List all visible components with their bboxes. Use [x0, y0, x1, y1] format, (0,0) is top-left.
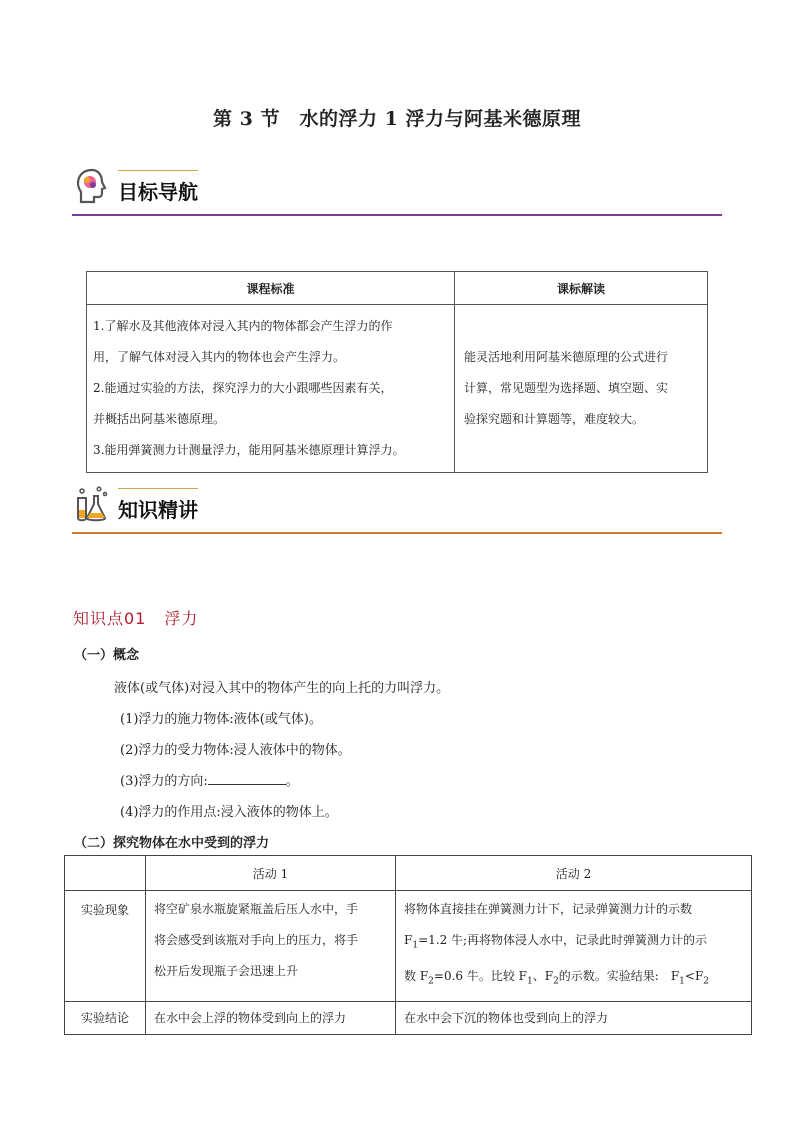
concept-item: (2)浮力的受力物体:浸人液体中的物体。: [120, 743, 351, 758]
concept-item: (1)浮力的施力物体:液体(或气体)。: [120, 712, 322, 727]
standard-line: 2.能通过实验的方法，探究浮力的大小跟哪些因素有关，: [93, 381, 393, 395]
header-accent-line: [118, 170, 198, 171]
table-cell: [146, 891, 396, 1002]
cell-line: $F_1=1.2$ 牛;再将物体浸人水中，记录此时弹簧测力计的示: [404, 933, 708, 951]
standards-cell: [87, 305, 455, 473]
knowledge-point-number: 知识点01: [73, 609, 147, 628]
cell-line: 数 $F_2=0.6$ 牛。比较 $F_1$、$F_2$的示数。实验结果: $F_1<F_2$: [404, 969, 710, 987]
table-header: 活动 1: [146, 856, 396, 891]
concept-item: [120, 770, 299, 789]
cell-line: 将空矿泉水瓶旋紧瓶盖后压人水中，手: [154, 902, 359, 916]
fill-in-blank[interactable]: [208, 772, 286, 785]
concept-definition: 液体(或气体)对浸入其中的物体产生的向上托的力叫浮力。: [114, 681, 450, 696]
cell-line: 将物体直接挂在弹簧测力计下，记录弹簧测力计的示数: [404, 902, 693, 916]
standard-line: 并概括出阿基米德原理。: [93, 412, 226, 426]
page-title: 第 3 节 水的浮力 1 浮力与阿基米德原理: [213, 108, 581, 130]
interpretation-line: 验探究题和计算题等，难度较大。: [464, 412, 645, 426]
table-corner: [65, 856, 146, 891]
blank-suffix: 。: [285, 774, 299, 789]
concept-item: (4)浮力的作用点:浸入液体的物体上。: [120, 805, 338, 820]
table-header: 课标解读: [455, 272, 708, 305]
interpretation-cell: [455, 305, 708, 473]
standard-line: 1.了解水及其他液体对浸入其内的物体都会产生浮力的作: [93, 319, 393, 333]
section-header-goals: [72, 164, 722, 216]
concept-heading: （一）概念: [74, 648, 140, 663]
row-label: 实验结论: [65, 1001, 146, 1034]
cell-line: 将会感受到该瓶对手向上的压力，将手: [154, 933, 359, 947]
cell-line: 松开后发现瓶子会迅速上升: [154, 964, 299, 978]
standard-line: 3.能用弹簧测力计测量浮力，能用阿基米德原理计算浮力。: [93, 443, 405, 457]
section-header-knowledge: [72, 482, 722, 534]
section-divider: [72, 532, 722, 534]
knowledge-point-title: [73, 606, 198, 629]
section-label: 知识精讲: [118, 498, 198, 522]
knowledge-point-name: 浮力: [164, 609, 199, 628]
table-header: 课程标准: [87, 272, 455, 305]
interpretation-line: 计算，常见题型为选择题、填空题、实: [464, 381, 669, 395]
table-cell: 在水中会下沉的物体也受到向上的浮力: [396, 1001, 752, 1034]
explore-heading: （二）探究物体在水中受到的浮力: [74, 836, 270, 851]
row-label: 实验现象: [65, 891, 146, 1002]
table-header: 活动 2: [396, 856, 752, 891]
section-label: 目标导航: [118, 180, 198, 204]
interpretation-line: 能灵活地利用阿基米德原理的公式进行: [464, 350, 669, 364]
concept-item-text: (3)浮力的方向:: [120, 774, 208, 789]
table-cell: [396, 891, 752, 1002]
brain-icon: [72, 166, 112, 206]
standard-line: 用，了解气体对浸入其内的物体也会产生浮力。: [93, 350, 346, 364]
header-accent-line: [118, 488, 198, 489]
standards-table: [86, 271, 708, 473]
lab-flask-icon: [72, 484, 112, 524]
table-cell: 在水中会上浮的物体受到向上的浮力: [146, 1001, 396, 1034]
experiment-table: [64, 855, 752, 1035]
section-divider: [72, 214, 722, 216]
